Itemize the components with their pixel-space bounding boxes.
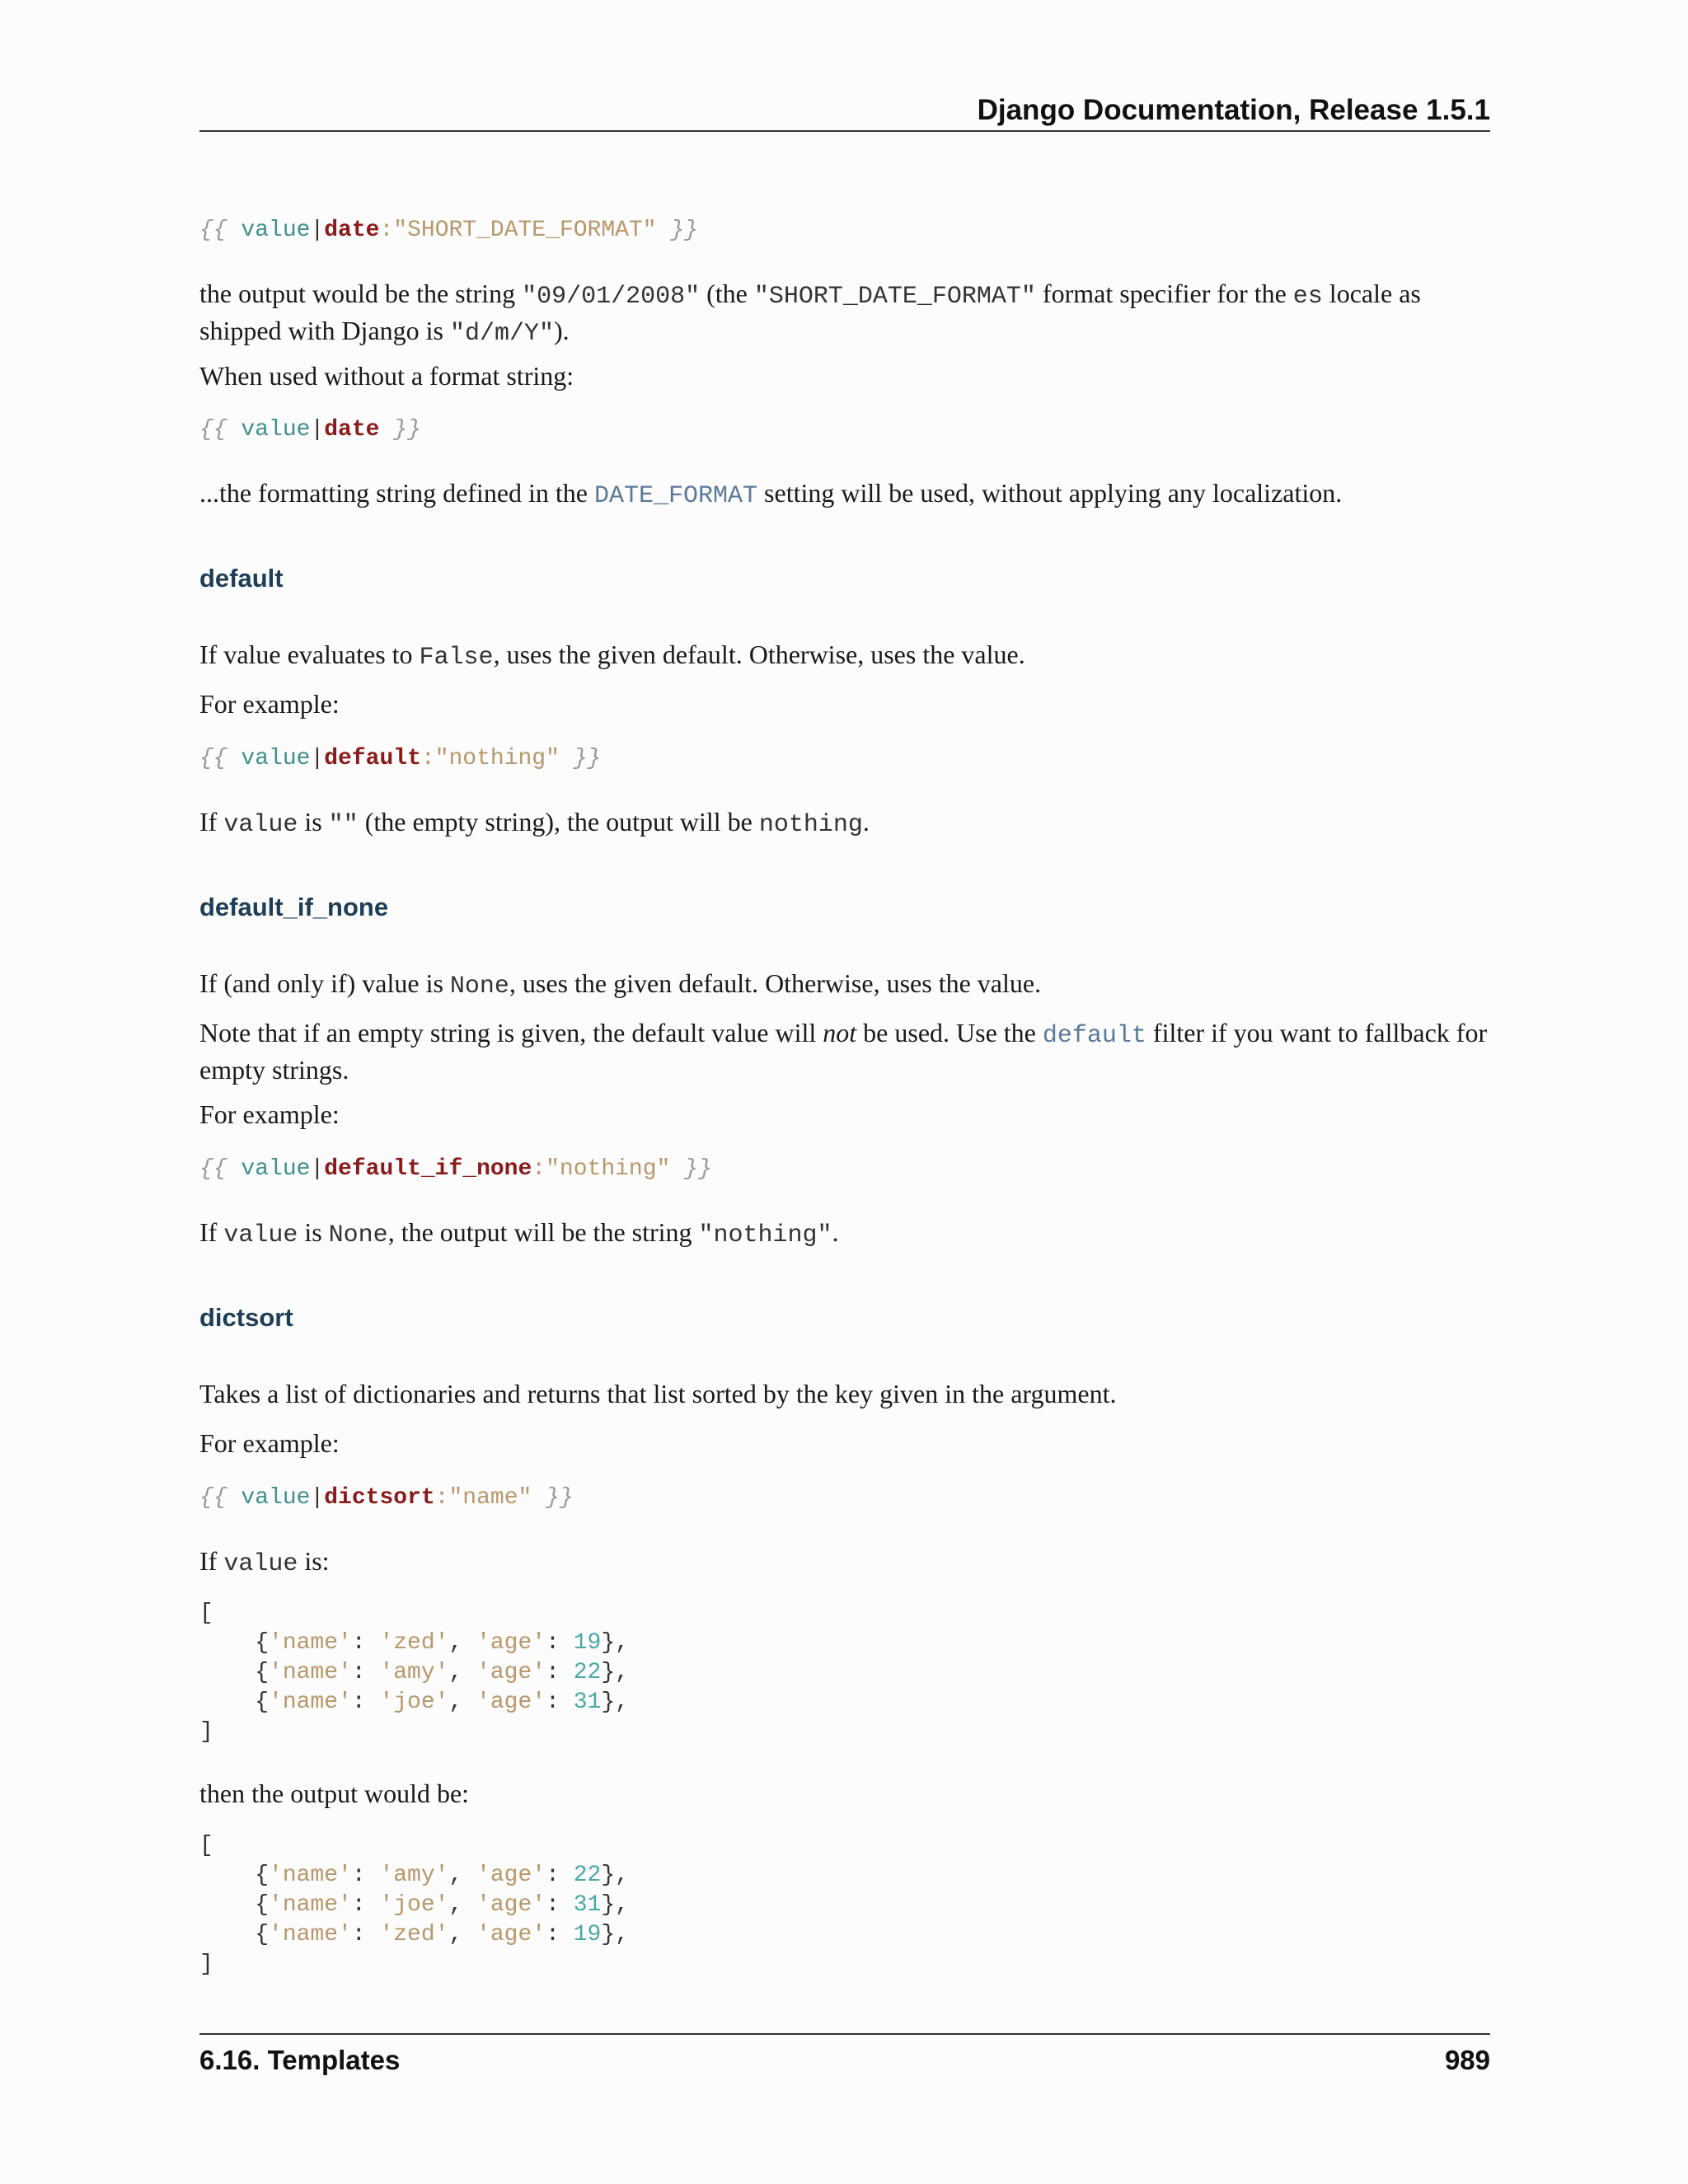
open-bracket: [	[199, 1601, 213, 1626]
code-date-plain: {{ value|date }}	[199, 417, 421, 443]
date-format-link[interactable]: DATE_FORMAT	[594, 482, 758, 510]
dictsort-if-value: If value is:	[199, 1546, 330, 1578]
code-output-list	[199, 1831, 629, 1980]
date-paragraph-date-format: ...the formatting string defined in the DATE_FORMAT setting will be used, without applying any localization.	[199, 478, 1343, 510]
close-bracket: ]	[199, 1719, 213, 1745]
default-if-none-paragraph-output: If value is None, the output will be the string "nothing".	[199, 1217, 839, 1249]
heading-default: default	[199, 564, 284, 593]
default-filter-link[interactable]: default	[1042, 1022, 1146, 1050]
dictsort-paragraph-1: Takes a list of dictionaries and returns that list sorted by the key given in the argument.	[199, 1379, 1117, 1408]
default-if-none-paragraph-note: Note that if an empty string is given, the default value will not be used. Use the default filter if you want to fallback for empty strings.	[199, 1018, 1488, 1085]
list-item: {'name': 'zed', 'age': 19},	[199, 1922, 629, 1947]
code-input-list	[199, 1599, 629, 1747]
open-bracket: [	[199, 1833, 213, 1858]
list-item: {'name': 'amy', 'age': 22},	[199, 1660, 629, 1685]
page-footer	[199, 2033, 1490, 2075]
code-arg: "SHORT_DATE_FORMAT"	[393, 218, 657, 243]
code-default-if-none: {{ value|default_if_none:"nothing" }}	[199, 1156, 712, 1182]
default-if-none-for-example: For example:	[199, 1099, 340, 1129]
code-date-short-format: {{ value|date:"SHORT_DATE_FORMAT" }}	[199, 218, 698, 243]
date-paragraph-output: the output would be the string "09/01/2008" (the "SHORT_DATE_FORMAT" format specifier for the es locale as shipped with Django is "d/m/Y").	[199, 279, 1421, 348]
code-var: value	[241, 218, 311, 243]
list-item: {'name': 'zed', 'age': 19},	[199, 1630, 629, 1656]
code-dictsort: {{ value|dictsort:"name" }}	[199, 1485, 574, 1511]
document-title: Django Documentation, Release 1.5.1	[977, 94, 1490, 126]
footer-section: 6.16. Templates	[199, 2045, 401, 2075]
dictsort-then-output: then the output would be:	[199, 1779, 470, 1808]
heading-default-if-none: default_if_none	[199, 893, 389, 921]
default-paragraph-1: If value evaluates to False, uses the given default. Otherwise, uses the value.	[199, 640, 1025, 672]
list-item: {'name': 'joe', 'age': 31},	[199, 1892, 629, 1918]
page-header	[199, 89, 1490, 132]
close-bracket: ]	[199, 1952, 213, 1977]
default-for-example: For example:	[199, 689, 340, 719]
heading-dictsort: dictsort	[199, 1303, 293, 1332]
list-item: {'name': 'amy', 'age': 22},	[199, 1863, 629, 1888]
page-number: 989	[1444, 2045, 1490, 2075]
code-default: {{ value|default:"nothing" }}	[199, 746, 602, 771]
dictsort-for-example: For example:	[199, 1428, 340, 1458]
default-if-none-paragraph-1: If (and only if) value is None, uses the given default. Otherwise, uses the value.	[199, 968, 1042, 1001]
code-filter: date	[324, 218, 380, 243]
list-item: {'name': 'joe', 'age': 31},	[199, 1690, 629, 1715]
default-paragraph-output: If value is "" (the empty string), the output will be nothing.	[199, 807, 870, 839]
date-paragraph-without-format: When used without a format string:	[199, 361, 574, 391]
